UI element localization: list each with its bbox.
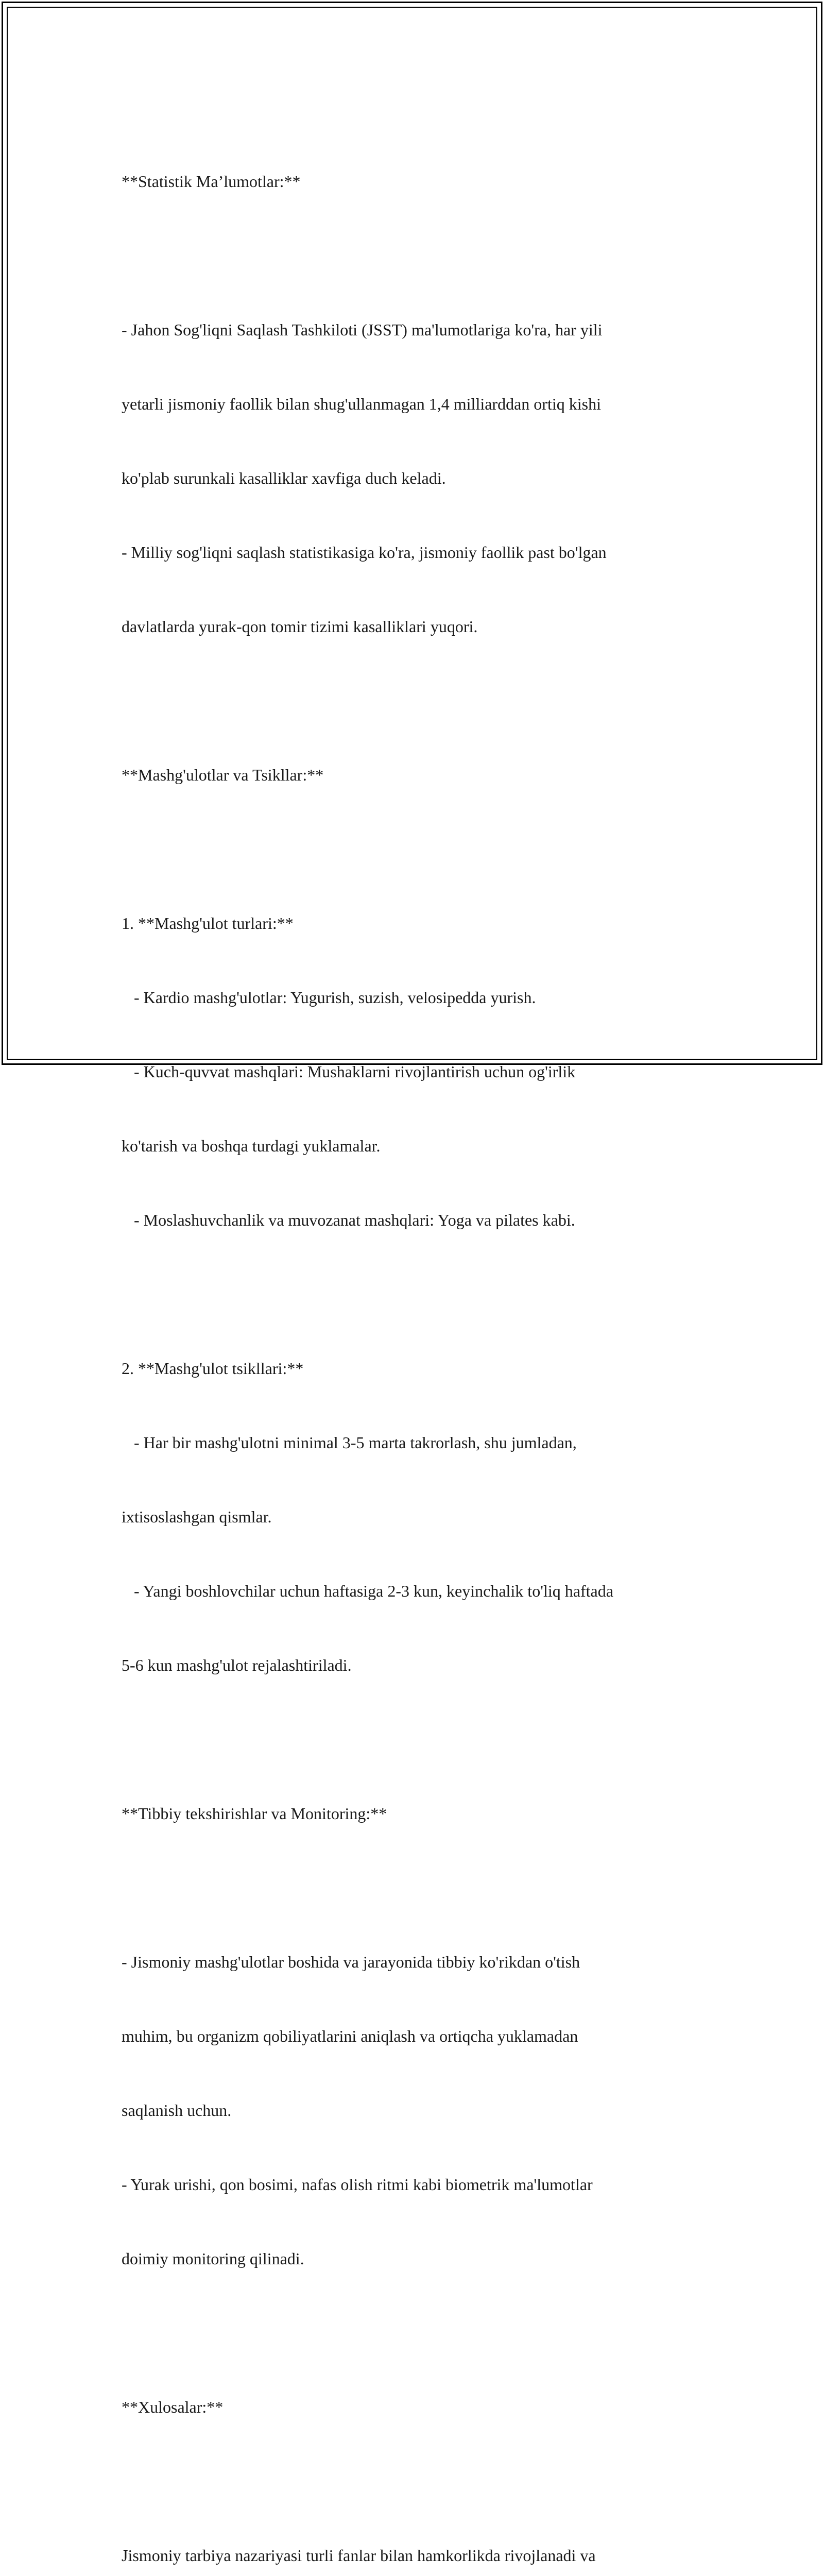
list-item-line: - Kardio mashg'ulotlar: Yugurish, suzish, velosipedda yurish. bbox=[122, 988, 536, 1007]
paragraph-line: ko'plab surunkali kasalliklar xavfiga duch keladi. bbox=[122, 469, 446, 487]
section-heading-trainings: **Mashg'ulotlar va Tsikllar:** bbox=[122, 766, 324, 784]
document-body bbox=[122, 120, 740, 2576]
blank-line bbox=[122, 837, 740, 861]
list-item-line: 5-6 kun mashg'ulot rejalashtiriladi. bbox=[122, 1656, 352, 1674]
blank-line bbox=[122, 688, 740, 713]
list-heading-training-types: 1. **Mashg'ulot turlari:** bbox=[122, 914, 294, 933]
paragraph-line: davlatlarda yurak-qon tomir tizimi kasalliklari yuqori. bbox=[122, 617, 478, 636]
blank-line bbox=[122, 1282, 740, 1307]
blank-line bbox=[122, 2469, 740, 2494]
paragraph-line: yetarli jismoniy faollik bilan shug'ullanmagan 1,4 milliarddan ortiq kishi bbox=[122, 395, 601, 413]
paragraph-line: - Jismoniy mashg'ulotlar boshida va jarayonida tibbiy ko'rikdan o'tish bbox=[122, 1953, 580, 1971]
blank-line bbox=[122, 1727, 740, 1752]
paragraph-line: - Milliy sog'liqni saqlash statistikasiga ko'ra, jismoniy faollik past bo'lgan bbox=[122, 543, 607, 562]
list-item-line: ixtisoslashgan qismlar. bbox=[122, 1507, 272, 1526]
section-heading-medical-checks: **Tibbiy tekshirishlar va Monitoring:** bbox=[122, 1804, 387, 1823]
paragraph-line: muhim, bu organizm qobiliyatlarini aniqlash va ortiqcha yuklamadan bbox=[122, 2027, 578, 2045]
paragraph-line: Jismoniy tarbiya nazariyasi turli fanlar bilan hamkorlikda rivojlanadi va bbox=[122, 2546, 596, 2565]
blank-line bbox=[122, 2320, 740, 2345]
list-item-line: - Har bir mashg'ulotni minimal 3-5 marta takrorlash, shu jumladan, bbox=[122, 1433, 577, 1452]
list-item-line: - Kuch-quvvat mashqlari: Mushaklarni rivojlantirish uchun og'irlik bbox=[122, 1062, 576, 1081]
section-heading-conclusions: **Xulosalar:** bbox=[122, 2398, 224, 2416]
list-heading-training-cycles: 2. **Mashg'ulot tsikllari:** bbox=[122, 1359, 304, 1378]
list-item-line: - Moslashuvchanlik va muvozanat mashqlari: Yoga va pilates kabi. bbox=[122, 1211, 575, 1229]
paragraph-line: doimiy monitoring qilinadi. bbox=[122, 2249, 304, 2268]
list-item-line: ko'tarish va boshqa turdagi yuklamalar. bbox=[122, 1137, 381, 1155]
paragraph-line: - Jahon Sog'liqni Saqlash Tashkiloti (JSST) ma'lumotlariga ko'ra, har yili bbox=[122, 320, 603, 339]
blank-line bbox=[122, 243, 740, 268]
section-heading-statistics: **Statistik Ma’lumotlar:** bbox=[122, 172, 301, 191]
paragraph-line: saqlanish uchun. bbox=[122, 2101, 232, 2120]
blank-line bbox=[122, 1875, 740, 1900]
list-item-line: - Yangi boshlovchilar uchun haftasiga 2-3 kun, keyinchalik to'liq haftada bbox=[122, 1582, 613, 1600]
paragraph-line: - Yurak urishi, qon bosimi, nafas olish ritmi kabi biometrik ma'lumotlar bbox=[122, 2175, 593, 2194]
